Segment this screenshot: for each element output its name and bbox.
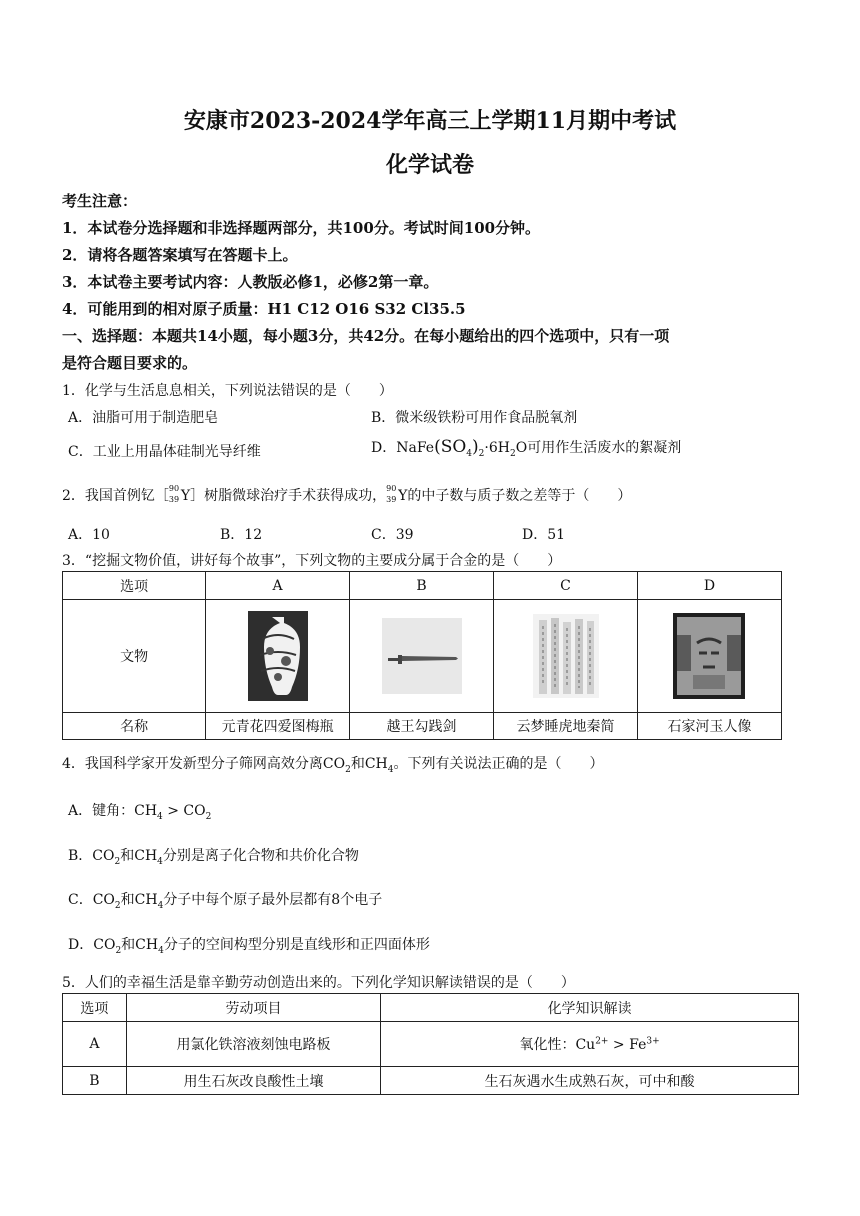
q3-name-a: 元青花四爱图梅瓶 [206,713,350,740]
q1-d-f6: ·6H [484,440,510,456]
q4-b-prefix: B． [68,848,93,864]
q2-stem-3: 的中子数与质子数之差等于（ ） [407,488,632,504]
q5-row-b-explanation: 生石灰遇水生成熟石灰，可中和酸 [381,1067,799,1095]
q4-option-b [68,845,359,867]
q5-header-row [63,994,799,1022]
q4-a-prefix: A．键角： [68,803,135,819]
q4-stem [62,753,604,775]
q4-d-ch: CH [135,937,159,953]
note-item-1: 1．本试卷分选择题和非选择题两部分，共100分。考试时间100分钟。 [62,219,541,237]
q1-option-b: B．微米级铁粉可用作食品脱氧剂 [371,410,578,426]
q3-image-row [63,600,782,713]
q5-header-task: 劳动项目 [126,994,380,1022]
q2-option-b: B．12 [220,527,263,543]
q4-c-suffix: 分子中每个原子最外层都有8个电子 [163,892,383,908]
q5-row-a-fe-charge: 3+ [646,1036,660,1047]
section-heading-line2: 是符合题目要求的。 [62,354,198,372]
q4-a-ch-sub: 4 [157,811,163,822]
q4-d-ch-sub: 4 [158,945,164,956]
q5-row-b-option: B [63,1067,127,1095]
q1-d-f3: 4 [466,448,473,459]
q4-c-mid: 和 [120,892,135,908]
q4-d-mid: 和 [121,937,136,953]
q2-iso-symbol-a: Y [180,488,191,504]
q5-row-a-gt: > [608,1037,630,1053]
q4-d-prefix: D． [68,937,94,953]
q2-option-a: A．10 [68,527,110,543]
q4-c-co-sub: 2 [114,900,121,911]
q5-row-a-option: A [63,1022,127,1067]
q4-c-ch-sub: 4 [157,900,164,911]
q1-option-a: A．油脂可用于制造肥皂 [68,410,219,426]
q5-stem: 5．人们的幸福生活是靠辛勤劳动创造出来的。下列化学知识解读错误的是（ ） [62,975,575,991]
q3-cell-a-image [206,600,350,713]
q3-row-label-image: 文物 [63,600,206,713]
bamboo-slips-image [533,614,599,698]
q4-a-ch: CH [134,803,158,819]
q4-stem-ch: CH [364,756,388,772]
q2-stem-2: ］树脂微球治疗手术获得成功， [190,488,387,504]
q4-stem-3: 。下列有关说法正确的是（ ） [393,756,604,772]
q1-d-f2: (SO [434,437,467,457]
q2-iso-atomic-b: 39 [386,495,397,504]
q1-option-c: C．工业上用晶体硅制光导纤维 [68,444,261,460]
q4-a-co: CO [183,803,206,819]
q3-row-label-name: 名称 [63,713,206,740]
q2-stem-1: 2．我国首例钇［ [62,488,169,504]
q3-name-row [63,713,782,740]
q1-d-f7: 2 [509,448,516,459]
q1-d-suffix: 可用作生活废水的絮凝剂 [527,440,682,456]
notes-heading: 考生注意： [62,192,138,210]
q2-iso-symbol-b: Y [398,488,408,504]
blue-white-vase-image [248,611,308,701]
q4-b-ch: CH [134,848,158,864]
q4-b-co-sub: 2 [114,856,121,867]
q4-a-gt: > [162,803,184,819]
q3-table [62,571,782,740]
q3-name-b: 越王勾践剑 [349,713,493,740]
q2-isotope-a [168,484,181,505]
q2-iso-mass-a: 90 [168,484,180,493]
q4-d-co: CO [93,937,116,953]
exam-subtitle: 化学试卷 [385,152,474,178]
q1-stem: 1．化学与生活息息相关，下列说法错误的是（ ） [62,383,393,399]
q1-d-f5: 2 [478,448,485,459]
q1-d-f1: NaFe [396,440,435,456]
q2-iso-mass-b: 90 [386,484,397,493]
exam-title: 安康市2023-2024学年高三上学期11月期中考试 [183,108,677,134]
q3-stem: 3．“挖掘文物价值，讲好每个故事”，下列文物的主要成分属于合金的是（ ） [62,553,562,569]
q4-c-co: CO [92,892,115,908]
q3-name-d: 石家河玉人像 [637,713,781,740]
q4-b-mid: 和 [120,848,135,864]
q4-c-ch: CH [134,892,158,908]
q4-a-co-sub: 2 [205,811,212,822]
q4-c-prefix: C． [68,892,93,908]
q2-iso-atomic-a: 39 [168,495,180,504]
q2-isotope-b [386,484,398,505]
q2-option-c: C．39 [371,527,414,543]
note-item-2: 2．请将各题答案填写在答题卡上。 [62,246,298,264]
q3-cell-c-image [494,600,638,713]
q4-option-c [68,889,382,911]
q4-option-d [68,934,430,956]
jade-figure-image [673,613,745,699]
q3-name-c: 云梦睡虎地秦简 [494,713,638,740]
q2-stem [62,485,631,505]
bronze-sword-image [382,618,462,694]
q4-stem-co-sub: 2 [345,764,351,775]
q5-row-a-fe: Fe [629,1037,647,1053]
q4-b-suffix: 分别是离子化合物和共价化合物 [162,848,359,864]
q3-cell-d-image [637,600,781,713]
q5-row-a-task: 用氯化铁溶液刻蚀电路板 [126,1022,380,1067]
q4-d-co-sub: 2 [115,945,122,956]
q3-header-b: B [349,572,493,600]
q4-option-a [68,800,211,822]
q5-row-a-cu-charge: 2+ [595,1036,609,1047]
q3-header-a: A [206,572,350,600]
q4-stem-co: CO [322,756,346,772]
q5-row-b-task: 用生石灰改良酸性土壤 [126,1067,380,1095]
q1-d-f4: ) [472,437,479,457]
q4-b-co: CO [92,848,115,864]
q1-d-f8: O [515,440,528,456]
q4-stem-ch-sub: 4 [387,764,394,775]
q4-stem-1: 4．我国科学家开发新型分子筛网高效分离 [62,756,323,772]
q5-table [62,993,799,1095]
q4-d-suffix: 分子的空间构型分别是直线形和正四面体形 [163,937,430,953]
q3-header-option: 选项 [63,572,206,600]
note-item-3: 3．本试卷主要考试内容：人教版必修1，必修2第一章。 [62,273,439,291]
q5-row-a-cu: Cu [575,1037,596,1053]
q4-b-ch-sub: 4 [157,856,163,867]
q3-header-d: D [637,572,781,600]
q3-header-c: C [494,572,638,600]
q3-cell-b-image [349,600,493,713]
q5-row-a-explanation [381,1022,799,1067]
q3-header-row [63,572,782,600]
q1-option-d [371,437,681,459]
q5-row-a [63,1022,799,1067]
q5-row-a-expl-prefix: 氧化性： [519,1037,576,1053]
q5-row-b [63,1067,799,1095]
q5-header-explanation: 化学知识解读 [381,994,799,1022]
q4-stem-2: 和 [350,756,365,772]
section-heading-line1: 一、选择题：本题共14小题，每小题3分，共42分。在每小题给出的四个选项中，只有一项 [62,327,670,345]
q1-d-prefix: D． [371,440,397,456]
q2-option-d: D．51 [522,527,566,543]
q5-header-option: 选项 [63,994,127,1022]
note-item-4: 4．可能用到的相对原子质量：H1 C12 O16 S32 Cl35.5 [62,300,466,318]
